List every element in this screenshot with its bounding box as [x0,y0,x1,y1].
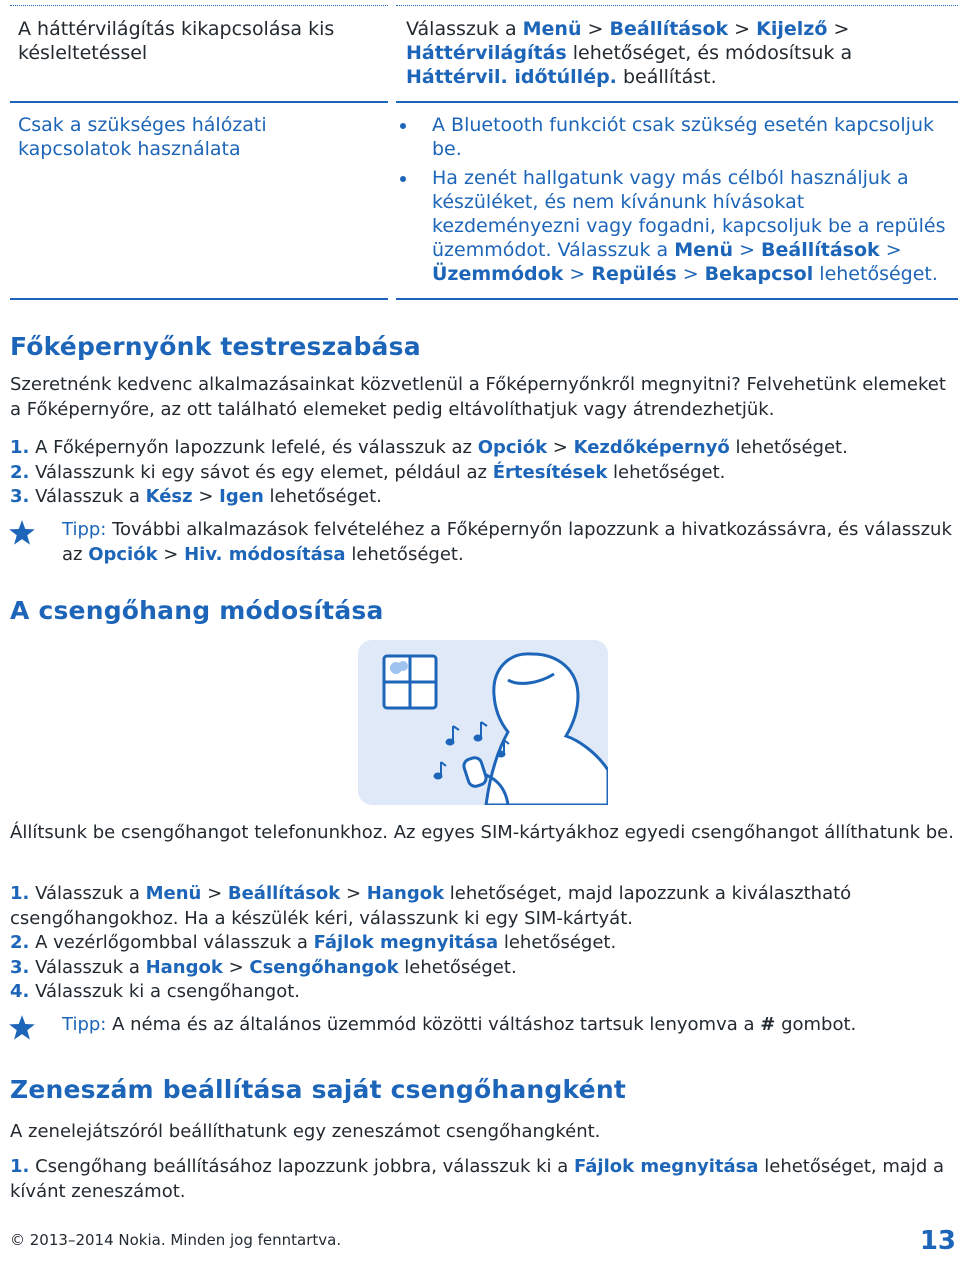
text-run: > [676,263,705,285]
table-top-rule [396,5,958,6]
text-run: > [563,263,592,285]
table-bottom-rule [396,298,958,300]
tip-label: Tipp: [62,1014,107,1035]
step-number: 2. [10,932,30,953]
keyword: Hangok [366,883,445,904]
section-intro: Állítsunk be csengőhangot telefonunkhoz. Az egyes SIM-kártyákhoz egyedi csengőhangot állíthatunk be. [10,822,954,843]
text-run: lehetőséget. [729,437,848,458]
keyword: Háttérvilágítás [406,42,567,64]
step-number: 1. [10,437,30,458]
bullet [400,123,406,129]
section-intro: A zenelejátszóról beállíthatunk egy zeneszámot csengőhangként. [10,1121,601,1142]
text-run: lehetőséget. [498,932,617,953]
section-intro: Szeretnénk kedvenc alkalmazásainkat közvetlenül a Főképernyőnkről megnyitni? Felvehetünk elemeket a Főképernyőre, az ott található elemeket pedig eltávolíthatjuk vagy átrendezhetjük. [10,374,946,420]
star-icon [8,1014,36,1042]
text-run: lehetőséget, majd a kívánt zeneszámot. [10,1156,945,1202]
text-run: Válasszuk a [29,956,146,978]
keyword: Hiv. módosítása [184,543,346,565]
copyright: © 2013–2014 Nokia. Minden jog fenntartva. [10,1231,342,1249]
text-run: A Bluetooth funkciót csak szükség esetén kapcsoljuk be. [432,114,935,160]
step-number: 3. [10,956,30,978]
keyword: Kijelző [756,18,828,40]
text-run: > [201,883,228,904]
text-run: A néma és az általános üzemmód közötti váltáshoz tartsuk lenyomva a [106,1014,761,1035]
text-run: > [879,239,902,261]
keyword: Opciók [88,543,158,565]
table-row-1-label: A háttérvilágítás kikapcsolása kis késleltetéssel [18,18,335,64]
keyword: Igen [219,486,264,507]
text-run: beállítást. [616,66,717,88]
step-list [10,882,955,1005]
text-run: A Főképernyőn lapozzunk lefelé, és válasszuk az [29,437,478,458]
star-icon [8,519,36,547]
text-run: > [581,18,610,40]
step-item [10,931,955,956]
section-title: Főképernyőnk testreszabása [10,332,421,361]
step-list [10,1155,955,1204]
keyword: Fájlok megnyitása [574,1156,759,1177]
text-run: > [733,239,762,261]
step-number: 2. [10,461,30,483]
table-divider [10,101,388,103]
text-run: lehetőséget. [813,263,938,285]
keyword: Menü [522,18,582,40]
text-run: lehetőséget. [345,543,464,565]
tip-text [62,518,957,567]
step-item [10,485,955,510]
text-run: lehetőséget. [263,486,382,507]
step-number: 1. [10,1156,30,1177]
step-item [10,980,955,1005]
keyword: Menü [674,239,734,261]
step-list [10,436,955,510]
text-run: > [728,18,757,40]
text-run: lehetőséget, majd lapozzunk a kiválasztható csengőhangokhoz. Ha a készülék kéri, válasszunk ki egy SIM-kártyát. [10,883,852,929]
keyword: Kezdőképernyő [573,437,730,458]
step-item [10,461,955,486]
section-title: A csengőhang módosítása [10,596,384,625]
ringtone-illustration [358,640,608,805]
section-title: Zeneszám beállítása saját csengőhangként [10,1075,626,1104]
keyword: Beállítások [227,883,341,904]
table-bottom-rule [10,298,388,300]
text-run: > [222,956,250,978]
step-number: 3. [10,486,30,507]
text-run: Válasszuk a [29,486,146,507]
text-run: gombot. [775,1014,857,1035]
step-item [10,1155,955,1204]
keyword: Menü [145,883,202,904]
table-row-2-bullet-1 [432,113,958,161]
keyword: Beállítások [761,239,880,261]
text-run: A vezérlőgombbal válasszuk a [29,932,314,953]
step-number: 4. [10,981,30,1002]
keyword: Repülés [591,263,677,285]
keyword: Értesítések [492,461,608,483]
bullet [400,176,406,182]
table-top-rule [10,5,388,6]
keyword: Üzemmódok [432,263,564,285]
keyword: Bekapcsol [704,263,814,285]
text-run: > [547,437,574,458]
page-number: 13 [919,1226,956,1256]
table-row-2-label: Csak a szükséges hálózati kapcsolatok használata [18,114,267,160]
tip-label: Tipp: [62,519,107,540]
key-symbol: # [760,1014,776,1035]
text-run: > [157,543,185,565]
keyword: Hangok [145,956,223,978]
text-run: Csengőhang beállításához lapozzunk jobbra, válasszuk ki a [29,1156,575,1177]
text-run: További alkalmazások felvételéhez a Főképernyőn lapozzunk a hivatkozássávra, és válasszuk az [62,519,952,565]
text-run: Válasszuk a [29,883,146,904]
table-row-1-text [406,17,958,89]
text-run: > [340,883,367,904]
step-number: 1. [10,883,30,904]
keyword: Beállítások [609,18,729,40]
text-run: Ha zenét hallgatunk vagy más célból használjuk a készüléket, és nem kívánunk hívásokat kezdeményezni vagy fogadni, kapcsoljuk be a repülés üzemmódot. Válasszuk a [432,167,946,261]
step-item [10,956,955,981]
keyword: Háttérvil. időtúllép. [406,66,617,88]
keyword: Opciók [477,437,548,458]
text-run: Válasszunk ki egy sávot és egy elemet, például az [29,461,493,483]
keyword: Kész [145,486,193,507]
text-run: lehetőséget. [398,956,517,978]
table-divider [396,101,958,103]
text-run: lehetőséget, és módosítsuk a [566,42,853,64]
keyword: Fájlok megnyitása [313,932,499,953]
text-run: > [192,486,220,507]
text-run: Válasszuk ki a csengőhangot. [29,981,300,1002]
step-item [10,436,955,461]
tip-text [62,1013,957,1038]
table-row-2-bullet-2 [432,166,958,286]
step-item [10,882,955,931]
text-run: Válasszuk a [406,18,523,40]
text-run: > [827,18,850,40]
text-run: lehetőséget. [607,461,726,483]
keyword: Csengőhangok [249,956,399,978]
